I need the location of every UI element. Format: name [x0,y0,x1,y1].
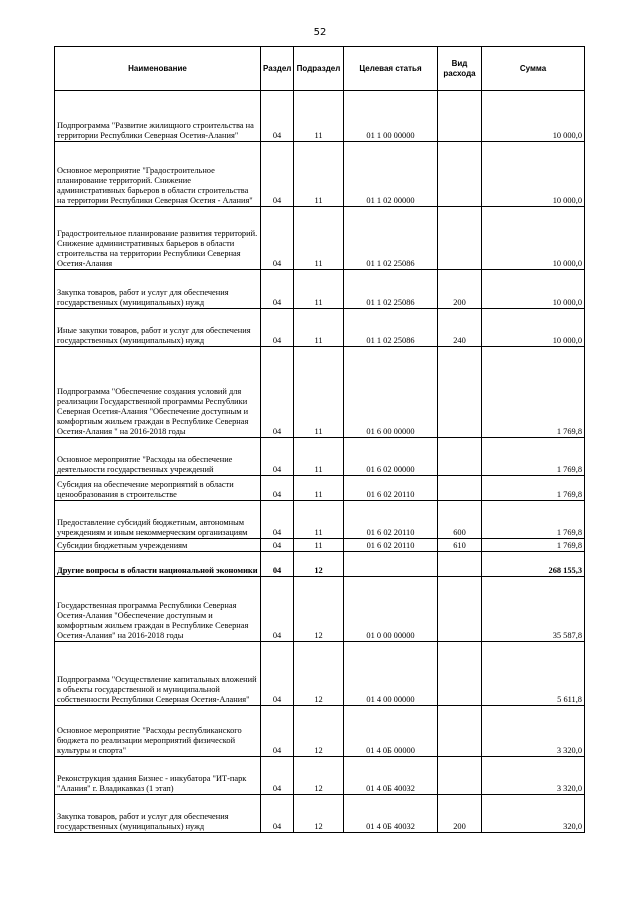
cell-type [438,476,482,501]
cell-section: 04 [261,501,294,539]
cell-subsection: 12 [294,706,344,757]
cell-type [438,757,482,795]
cell-name: Подпрограмма "Развитие жилищного строительства на территории Республики Северная Осетия-Алания" [55,91,261,142]
page-number: 52 [313,27,327,38]
budget-table [54,46,585,833]
cell-sum: 3 320,0 [482,757,585,795]
cell-target: 01 1 02 00000 [344,142,438,207]
cell-name: Другие вопросы в области национальной экономики [55,552,261,577]
header-subsection: Подраздел [294,47,344,91]
header-name: Наименование [55,47,261,91]
cell-subsection: 11 [294,91,344,142]
cell-type: 200 [438,270,482,309]
cell-type [438,438,482,476]
cell-target: 01 1 02 25086 [344,270,438,309]
cell-subsection: 12 [294,552,344,577]
cell-subsection: 11 [294,309,344,347]
cell-target [344,552,438,577]
cell-name: Закупка товаров, работ и услуг для обеспечения государственных (муниципальных) нужд [55,270,261,309]
cell-section: 04 [261,270,294,309]
table-row [55,91,585,142]
cell-sum: 10 000,0 [482,142,585,207]
cell-name: Государственная программа Республики Северная Осетия-Алания "Обеспечение доступным и комфортным жильем граждан в Республике Северная Осетия-Алания" на 2016-2018 годы [55,577,261,642]
cell-name: Закупка товаров, работ и услуг для обеспечения государственных (муниципальных) нужд [55,795,261,833]
cell-name: Основное мероприятие "Расходы на обеспечение деятельности государственных учреждений [55,438,261,476]
cell-name: Подпрограмма "Обеспечение создания условий для реализации Государственной программы Республики Северная Осетия-Алания "Обеспечение доступным и комфортным жильем граждан в Республике Северная Осетия-Алания " на 2016-2018 годы [55,347,261,438]
cell-type [438,207,482,270]
table-row [55,270,585,309]
table-row [55,795,585,833]
cell-name: Иные закупки товаров, работ и услуг для обеспечения государственных (муниципальных) нужд [55,309,261,347]
cell-sum: 5 611,8 [482,642,585,706]
table-row [55,539,585,552]
cell-section: 04 [261,347,294,438]
cell-subsection: 11 [294,207,344,270]
cell-section: 04 [261,642,294,706]
table-row [55,347,585,438]
cell-type [438,142,482,207]
cell-section: 04 [261,91,294,142]
cell-target: 01 1 00 00000 [344,91,438,142]
cell-target: 01 4 0Б 40032 [344,757,438,795]
cell-type [438,577,482,642]
cell-type [438,347,482,438]
table-row [55,757,585,795]
cell-section: 04 [261,795,294,833]
cell-name: Градостроительное планирование развития территорий. Снижение административных барьеров в области строительства на территории Республики Северная Осетия-Алания [55,207,261,270]
cell-section: 04 [261,476,294,501]
header-type: Вид расхода [438,47,482,91]
header-section: Раздел [261,47,294,91]
table-row [55,309,585,347]
cell-sum: 10 000,0 [482,207,585,270]
cell-name: Субсидия на обеспечение мероприятий в области ценообразования в строительстве [55,476,261,501]
cell-name: Предоставление субсидий бюджетным, автономным учреждениям и иным некоммерческим организациям [55,501,261,539]
cell-section: 04 [261,309,294,347]
cell-type: 600 [438,501,482,539]
cell-target: 01 4 00 00000 [344,642,438,706]
table-row [55,501,585,539]
cell-name: Основное мероприятие "Расходы республиканского бюджета по реализации мероприятий физической культуры и спорта" [55,706,261,757]
cell-type [438,706,482,757]
cell-type: 200 [438,795,482,833]
cell-subsection: 11 [294,347,344,438]
cell-section: 04 [261,757,294,795]
cell-sum: 1 769,8 [482,501,585,539]
cell-subsection: 11 [294,270,344,309]
cell-type [438,91,482,142]
table-row [55,552,585,577]
cell-sum: 268 155,3 [482,552,585,577]
cell-target: 01 6 00 00000 [344,347,438,438]
cell-type [438,552,482,577]
cell-subsection: 11 [294,539,344,552]
cell-target: 01 1 02 25086 [344,207,438,270]
cell-section: 04 [261,552,294,577]
cell-section: 04 [261,577,294,642]
cell-subsection: 11 [294,142,344,207]
table-row [55,476,585,501]
cell-sum: 1 769,8 [482,438,585,476]
cell-subsection: 12 [294,577,344,642]
cell-target: 01 6 02 20110 [344,539,438,552]
table-row [55,142,585,207]
cell-sum: 320,0 [482,795,585,833]
cell-name: Основное мероприятие "Градостроительное планирование территорий. Снижение административных барьеров в области строительства на территории Республики Северная Осетия - Алания" [55,142,261,207]
table-header-row [55,47,585,91]
cell-target: 01 1 02 25086 [344,309,438,347]
cell-target: 01 6 02 20110 [344,476,438,501]
cell-target: 01 4 0Б 40032 [344,795,438,833]
cell-type [438,642,482,706]
cell-subsection: 11 [294,501,344,539]
cell-sum: 3 320,0 [482,706,585,757]
table-row [55,207,585,270]
cell-target: 01 6 02 20110 [344,501,438,539]
cell-name: Подпрограмма "Осуществление капитальных вложений в объекты государственной и муниципальной собственности Республики Северная Осетия-Алания" [55,642,261,706]
cell-name: Реконструкция здания Бизнес - инкубатора "ИТ-парк "Алания" г. Владикавказ (1 этап) [55,757,261,795]
cell-subsection: 12 [294,757,344,795]
cell-type: 240 [438,309,482,347]
table-row [55,706,585,757]
cell-sum: 1 769,8 [482,347,585,438]
header-sum: Сумма [482,47,585,91]
cell-subsection: 11 [294,476,344,501]
table-row [55,438,585,476]
cell-sum: 10 000,0 [482,91,585,142]
cell-subsection: 12 [294,642,344,706]
cell-section: 04 [261,207,294,270]
cell-subsection: 11 [294,438,344,476]
cell-section: 04 [261,539,294,552]
cell-sum: 35 587,8 [482,577,585,642]
table-row [55,577,585,642]
table-row [55,642,585,706]
cell-sum: 10 000,0 [482,270,585,309]
cell-sum: 1 769,8 [482,539,585,552]
cell-type: 610 [438,539,482,552]
cell-sum: 10 000,0 [482,309,585,347]
cell-section: 04 [261,142,294,207]
cell-target: 01 0 00 00000 [344,577,438,642]
header-target: Целевая статья [344,47,438,91]
cell-name: Субсидии бюджетным учреждениям [55,539,261,552]
cell-sum: 1 769,8 [482,476,585,501]
cell-target: 01 4 0Б 00000 [344,706,438,757]
cell-section: 04 [261,438,294,476]
cell-subsection: 12 [294,795,344,833]
cell-section: 04 [261,706,294,757]
cell-target: 01 6 02 00000 [344,438,438,476]
